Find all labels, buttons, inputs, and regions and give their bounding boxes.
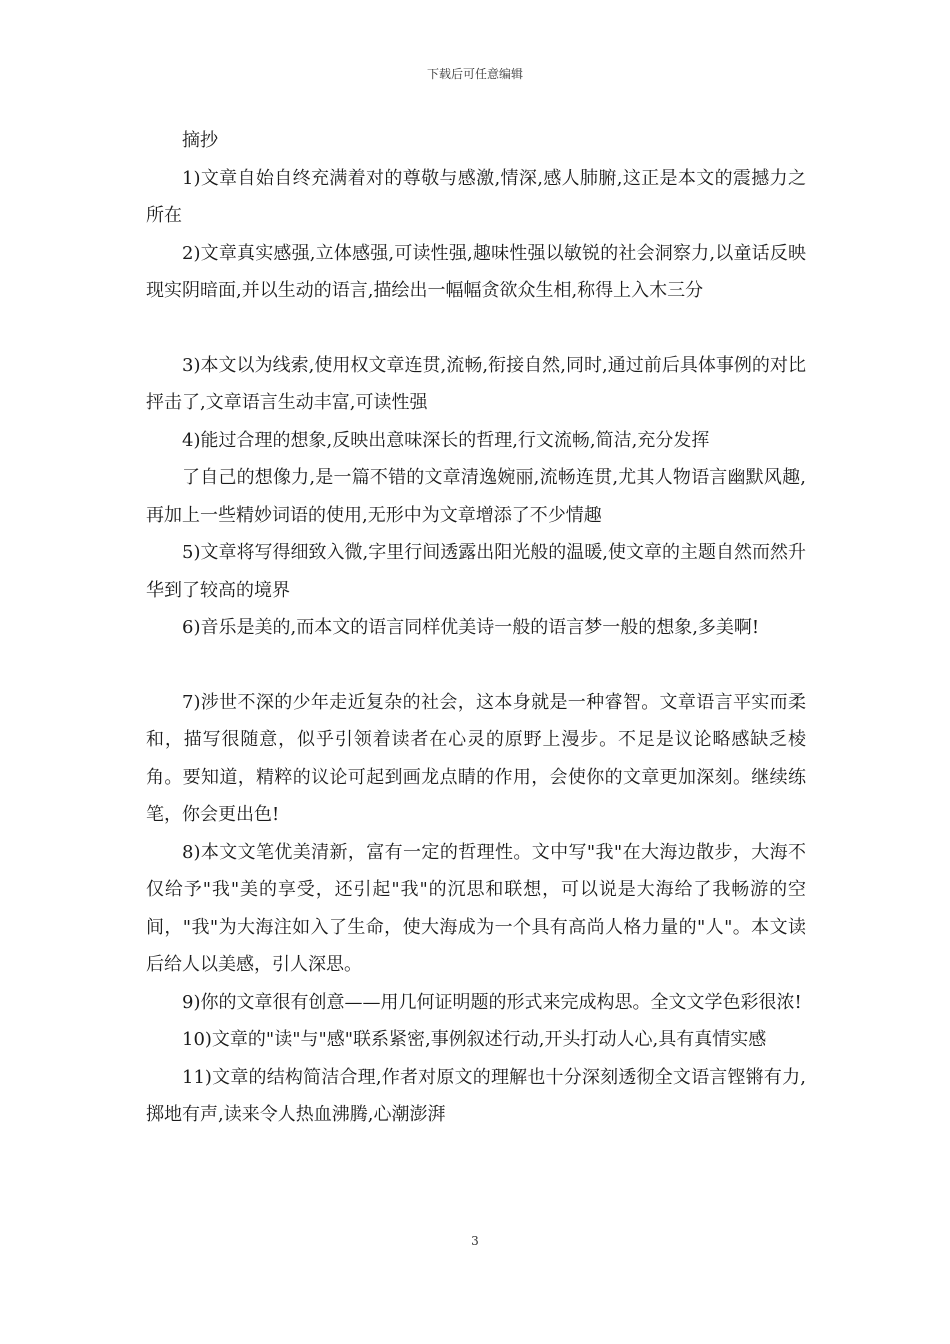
paragraph-2: 2)文章真实感强,立体感强,可读性强,趣味性强以敏锐的社会洞察力,以童话反映现实阴暗面,并以生动的语言,描绘出一幅幅贪欲众生相,称得上入木三分 [146, 242, 806, 301]
paragraph-1: 1)文章自始自终充满着对的尊敬与感激,情深,感人肺腑,这正是本文的震撼力之所在 [146, 167, 806, 226]
paragraph-4: 4)能过合理的想象,反映出意味深长的哲理,行文流畅,简洁,充分发挥 [182, 429, 710, 451]
paragraph-3: 3)本文以为线索,使用权文章连贯,流畅,衔接自然,同时,通过前后具体事例的对比抨击了,文章语言生动丰富,可读性强 [146, 354, 806, 413]
paragraph-5: 5)文章将写得细致入微,字里行间透露出阳光般的温暖,使文章的主题自然而然升华到了较高的境界 [146, 542, 806, 601]
paragraph-4-continued: 了自己的想像力,是一篇不错的文章清逸婉丽,流畅连贯,尤其人物语言幽默风趣,再加上一些精妙词语的使用,无形中为文章增添了不少情趣 [146, 467, 806, 526]
document-body [146, 122, 806, 1134]
paragraph-7: 7)涉世不深的少年走近复杂的社会，这本身就是一种睿智。文章语言平实而柔和，描写很随意，似乎引领着读者在心灵的原野上漫步。不足是议论略感缺乏棱角。要知道，精粹的议论可起到画龙点睛的作用，会使你的文章更加深刻。继续练笔，你会更出色! [146, 691, 806, 825]
paragraph-6: 6)音乐是美的,而本文的语言同样优美诗一般的语言梦一般的想象,多美啊! [182, 617, 760, 638]
section-title: 摘抄 [182, 130, 218, 151]
paragraph-8: 8)本文文笔优美清新，富有一定的哲理性。文中写"我"在大海边散步，大海不仅给予"我"美的享受，还引起"我"的沉思和联想，可以说是大海给了我畅游的空间，"我"为大海注如入了生命，使大海成为一个具有高尚人格力量的"人"。本文读后给人以美感，引人深思。 [146, 841, 806, 975]
paragraph-11: 11)文章的结构简洁合理,作者对原文的理解也十分深刻透彻全文语言铿锵有力,掷地有声,读来令人热血沸腾,心潮澎湃 [146, 1066, 806, 1125]
page-header: 下载后可任意编辑 [426, 67, 523, 81]
page-number: 3 [471, 1234, 479, 1248]
paragraph-9: 9)你的文章很有创意——用几何证明题的形式来完成构思。全文文学色彩很浓! [182, 991, 802, 1013]
paragraph-10: 10)文章的"读"与"感"联系紧密,事例叙述行动,开头打动人心,具有真情实感 [182, 1029, 767, 1050]
